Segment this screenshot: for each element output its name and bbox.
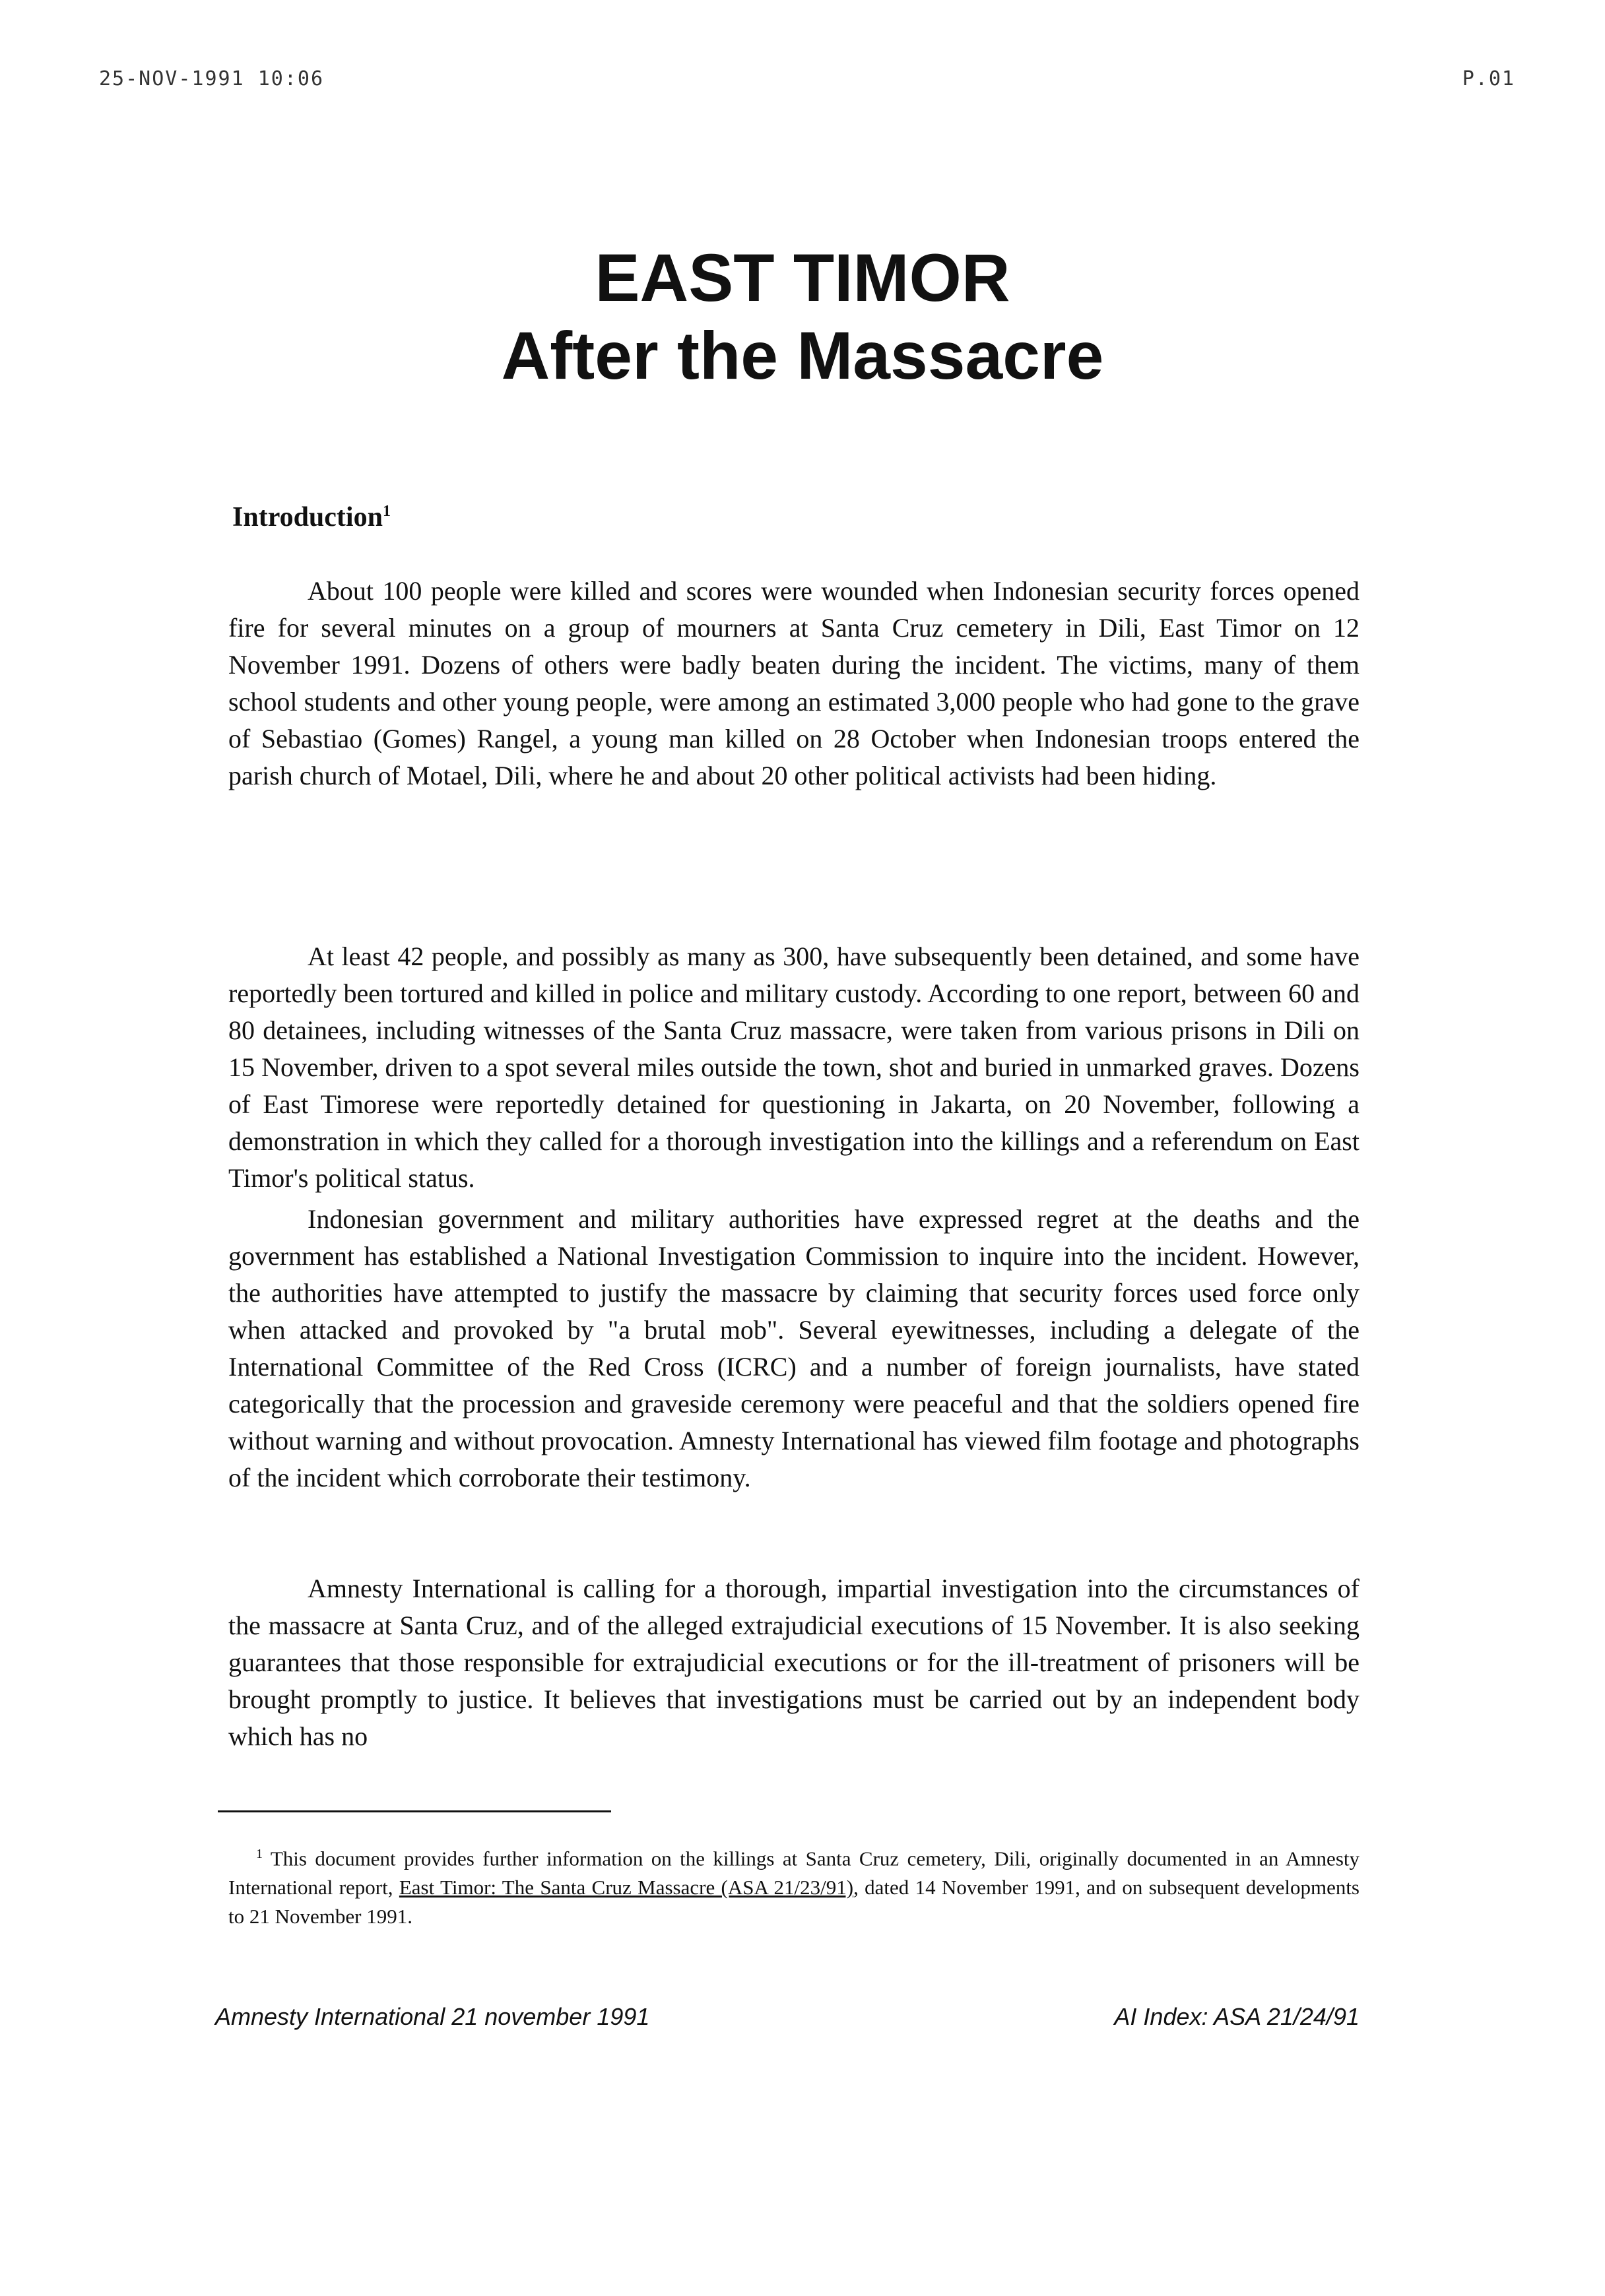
footnote-marker: 1 <box>256 1847 263 1861</box>
fax-page-number: P.01 <box>1462 67 1515 90</box>
title-line-1: EAST TIMOR <box>595 240 1010 315</box>
title-line-2: After the Massacre <box>501 318 1104 393</box>
section-heading <box>232 501 391 533</box>
footnote-text-before: This document provides further information on the killings at Santa Cruz cemetery, Dili, originally documented in an Amnesty International report, <box>228 1847 1359 1899</box>
paragraph-2: At least 42 people, and possibly as many as 300, have subsequently been detained, and some have reportedly been tortured and killed in police and military custody. According to one report, between 60 and 80 detainees, including witnesses of the Santa Cruz massacre, were taken from various prisons in Dili on 15 November, driven to a spot several miles outside the town, shot and buried in unmarked graves. Dozens of East Timorese were reportedly detained for questioning in Jakarta, on 20 November, following a demonstration in which they called for a thorough investigation into the killings and a referendum on East Timor's political status. <box>228 941 1359 1193</box>
fax-timestamp: 25-NOV-1991 10:06 <box>99 67 325 90</box>
paragraph-1: About 100 people were killed and scores were wounded when Indonesian security forces opened fire for several minutes on a group of mourners at Santa Cruz cemetery in Dili, East Timor on 12 November 1991. Dozens of others were badly beaten during the incident. The victims, many of them school students and other young people, were among an estimated 3,000 people who had gone to the grave of Sebastiao (Gomes) Rangel, a young man killed on 28 October when Indonesian troops entered the parish church of Motael, Dili, where he and about 20 other political activists had been hiding. <box>228 576 1359 790</box>
footer-ai-index: AI Index: ASA 21/24/91 <box>1114 2003 1359 2030</box>
footnote-reference: 1 <box>382 503 391 520</box>
section-heading-text: Introduction <box>232 502 383 532</box>
paragraph-3: Indonesian government and military authorities have expressed regret at the deaths and the government has established a National Investigation Commission to inquire into the incident. However, the authorities have attempted to justify the massacre by claiming that security forces used force only when attacked and provoked by "a brutal mob". Several eyewitnesses, including a delegate of the International Committee of the Red Cross (ICRC) and a number of foreign journalists, have stated categorically that the procession and graveside ceremony were peaceful and that the soldiers opened fire without warning and without provocation. Amnesty International has viewed film footage and photographs of the incident which corroborate their testimony. <box>228 1204 1359 1492</box>
footnote-divider <box>218 1810 611 1812</box>
paragraph-4: Amnesty International is calling for a thorough, impartial investigation into the circumstances of the massacre at Santa Cruz, and of the alleged extrajudicial executions of 15 November. It is also seeking guarantees that those responsible for extrajudicial executions or for the ill-treatment of prisoners will be brought promptly to justice. It believes that investigations must be carried out by an independent body which has no <box>228 1574 1359 1751</box>
document-title <box>0 239 1605 395</box>
footer-source-date: Amnesty International 21 november 1991 <box>215 2003 650 2030</box>
footnote <box>228 1839 1359 1931</box>
footnote-text-after: , dated 14 November 1991, and on subsequent developments to 21 November 1991. <box>228 1876 1359 1929</box>
footnote-report-title: East Timor: The Santa Cruz Massacre (ASA 21/23/91) <box>399 1876 854 1899</box>
